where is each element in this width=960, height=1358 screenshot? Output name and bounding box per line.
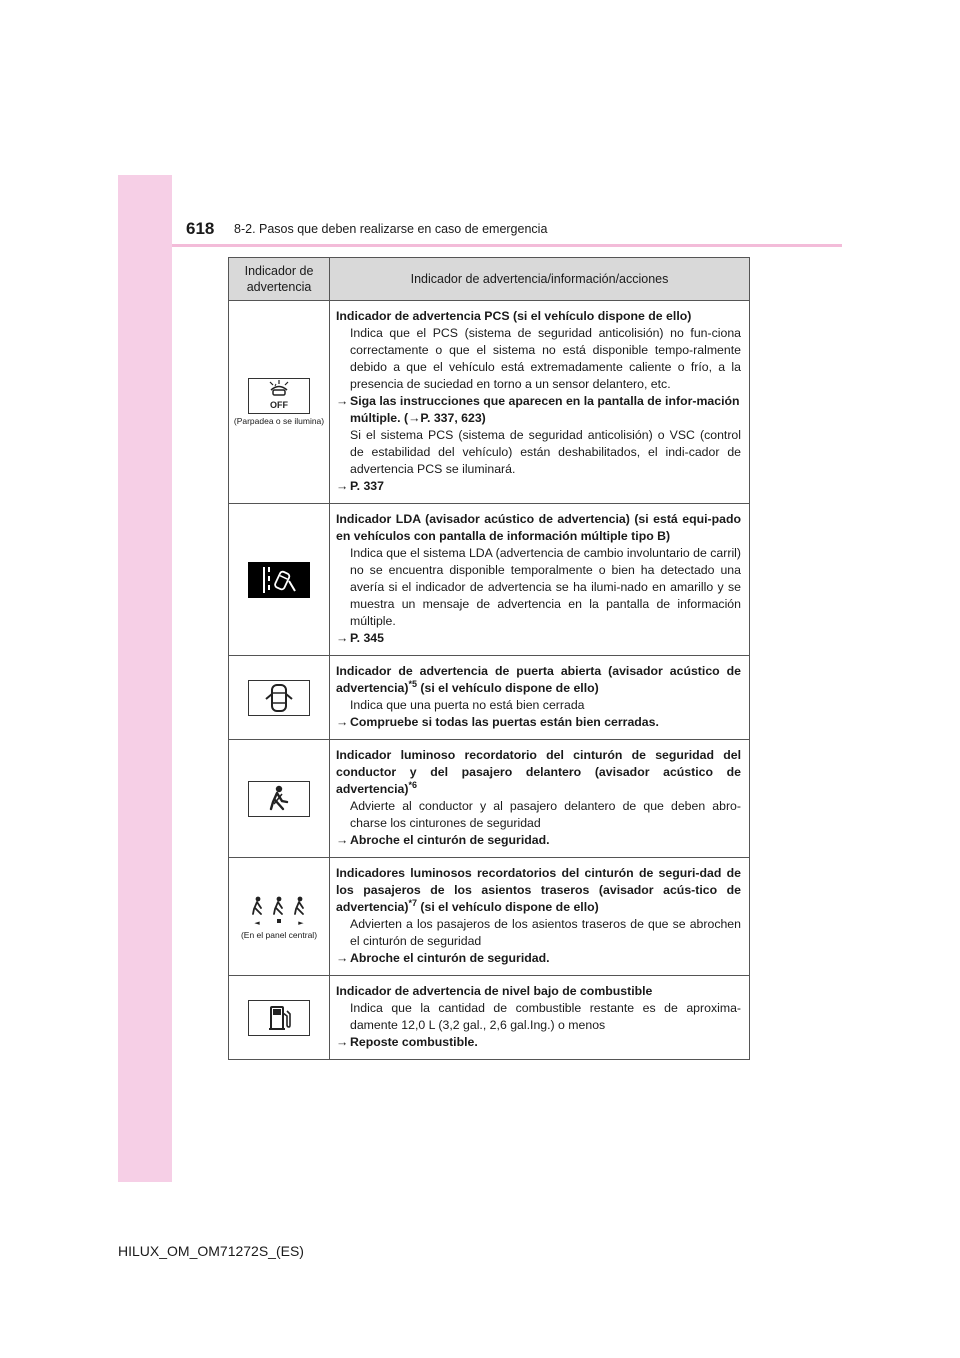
- svg-text:◄: ◄: [254, 918, 260, 927]
- info-cell: [330, 504, 750, 656]
- arrow-icon: →: [336, 715, 349, 729]
- svg-text:►: ►: [298, 918, 304, 927]
- header-rule: [172, 244, 842, 247]
- icon-cell: [229, 740, 330, 858]
- indicator-action: [336, 714, 741, 731]
- indicator-description: Advierten a los pasajeros de los asientos traseros de que se abrochen el cinturón de seguridad: [350, 917, 741, 948]
- indicator-description: Indica que la cantidad de combustible restante es de aproxima-damente 12,0 L (3,2 gal., 2,6 gal.Ing.) o menos: [350, 1001, 741, 1032]
- action-text: Reposte combustible.: [350, 1035, 478, 1049]
- title-text: Indicador luminoso recordatorio del cinturón de seguridad del conductor y del pasajero delantero (avisador acústico de advertencia): [336, 748, 741, 796]
- door-open-warning-icon: [248, 680, 310, 716]
- title-text: Indicadores luminosos recordatorios del cinturón de seguri-dad de los pasajeros de los asientos traseros (avisador acús-tico de advertencia): [336, 866, 741, 914]
- rear-seatbelt-reminder-icon: [244, 894, 314, 928]
- info-cell: [330, 976, 750, 1060]
- reference-text: P. 337: [350, 479, 384, 493]
- chapter-sidebar-tab: [118, 175, 172, 1182]
- indicator-title: [336, 747, 741, 798]
- info-cell: [330, 740, 750, 858]
- indicator-description: Indica que una puerta no está bien cerrada: [350, 698, 585, 712]
- icon-cell: [229, 301, 330, 504]
- col-header-info: Indicador de advertencia/información/acciones: [330, 258, 750, 301]
- indicator-title: Indicador de advertencia PCS (si el vehículo dispone de ello): [336, 309, 692, 323]
- pcs-icon-text: OFF: [270, 400, 288, 410]
- indicator-title: Indicador de advertencia de nivel bajo de combustible: [336, 984, 653, 998]
- info-cell: [330, 858, 750, 976]
- info-cell: [330, 656, 750, 740]
- indicator-description-2: Si el sistema PCS (sistema de seguridad anticolisión) o VSC (control de estabilidad del vehículo) están deshabilitados, el indi-cador de advertencia PCS se iluminará.: [350, 428, 741, 476]
- icon-caption: (Parpadea o se ilumina): [233, 416, 325, 426]
- action-text: Abroche el cinturón de seguridad.: [350, 951, 550, 965]
- warning-indicator-table: [228, 257, 750, 1060]
- pcs-off-warning-icon: [248, 378, 310, 414]
- title-text-cont: (si el vehículo dispone de ello): [416, 681, 599, 695]
- seatbelt-reminder-icon: [248, 781, 310, 817]
- arrow-icon: →: [336, 833, 349, 847]
- table-row: [229, 301, 750, 504]
- action-text: Siga las instrucciones que aparecen en la pantalla de infor-mación múltiple. (→P. 337, 623): [350, 394, 740, 425]
- table-row: [229, 504, 750, 656]
- icon-cell: [229, 858, 330, 976]
- footnote-marker: *7: [408, 898, 417, 908]
- indicator-action: [336, 832, 741, 849]
- indicator-action: [336, 1034, 741, 1051]
- indicator-action: [336, 393, 741, 427]
- table-row: [229, 740, 750, 858]
- title-text-cont: (si el vehículo dispone de ello): [416, 900, 599, 914]
- icon-caption: (En el panel central): [240, 929, 318, 940]
- low-fuel-warning-icon: [248, 1000, 310, 1036]
- indicator-description: Indica que el PCS (sistema de seguridad anticolisión) no fun-ciona correctamente o que el sistema no está disponible tempo-ralmente debido a que el vehículo está extremadamente caliente o frío, a la presencia de suciedad en torno a un sensor delantero, etc.: [350, 326, 741, 391]
- table-header-row: [229, 258, 750, 301]
- arrow-icon: →: [336, 1035, 349, 1049]
- indicator-action: [336, 950, 741, 967]
- table-row: [229, 858, 750, 976]
- action-text: Abroche el cinturón de seguridad.: [350, 833, 550, 847]
- footnote-marker: *6: [408, 780, 417, 790]
- indicator-description: Indica que el sistema LDA (advertencia de cambio involuntario de carril) no se encuentra disponible temporalmente o bien ha detectado una avería si el indicador de advertencia se ha ilumi-nado en amarillo y se muestra un mensaje de advertencia en la pantalla de información múltiple.: [350, 546, 741, 628]
- indicator-title: [336, 865, 741, 916]
- title-text: Indicador de advertencia de puerta abierta (avisador acústico de advertencia): [336, 664, 741, 695]
- icon-cell: [229, 504, 330, 656]
- table-row: [229, 656, 750, 740]
- indicator-title: [336, 663, 741, 697]
- page-reference: [336, 478, 741, 495]
- reference-text: P. 345: [350, 631, 384, 645]
- icon-cell: [229, 656, 330, 740]
- section-title: 8-2. Pasos que deben realizarse en caso de emergencia: [234, 222, 548, 236]
- table-row: [229, 976, 750, 1060]
- document-id-footer: HILUX_OM_OM71272S_(ES): [118, 1243, 304, 1259]
- indicator-title: Indicador LDA (avisador acústico de advertencia) (si está equi-pado en vehículos con pantalla de información múltiple tipo B): [336, 512, 741, 543]
- page-number: 618: [186, 219, 215, 238]
- action-text: Compruebe si todas las puertas están bien cerradas.: [350, 715, 659, 729]
- arrow-icon: →: [336, 394, 349, 408]
- icon-cell: [229, 976, 330, 1060]
- footnote-marker: *5: [408, 679, 417, 689]
- lda-warning-icon: [248, 562, 310, 598]
- info-cell: [330, 301, 750, 504]
- arrow-icon: →: [336, 631, 349, 645]
- col-header-indicator: Indicador de advertencia: [229, 258, 330, 301]
- arrow-icon: →: [336, 951, 349, 965]
- indicator-description: Advierte al conductor y al pasajero delantero de que deben abro-charse los cinturones de seguridad: [350, 799, 741, 830]
- arrow-icon: →: [336, 479, 349, 493]
- page-reference: [336, 630, 741, 647]
